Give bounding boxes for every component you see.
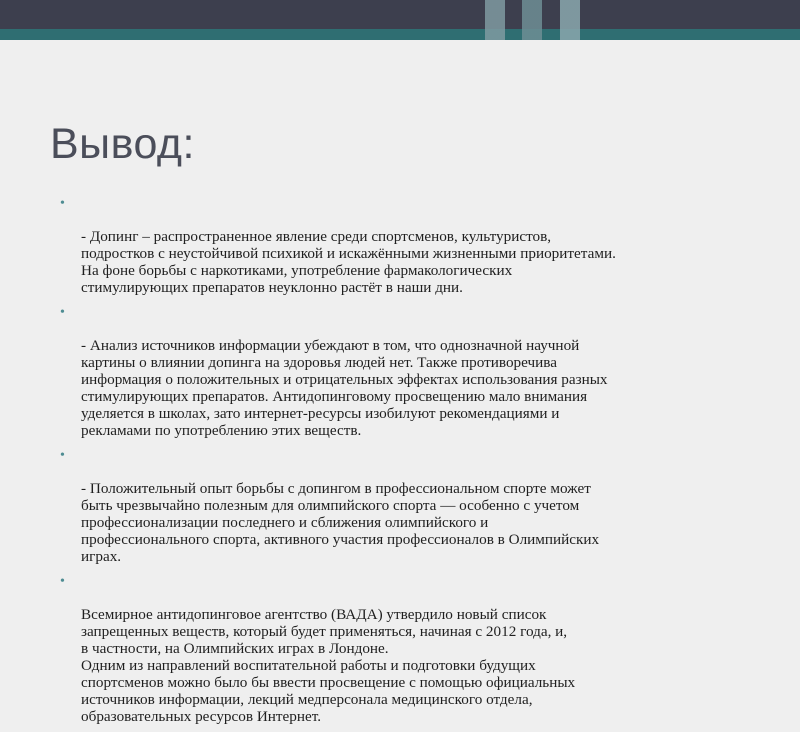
bullet-text: - Допинг – распространенное явление среди спортсменов, культуристов, подростков с неустойчивой психикой и искажёнными жизненными приоритетами. На фоне борьбы с наркотиками, употребление фармакологических стимулирующих препаратов неуклонно растёт в наши дни. <box>81 228 616 296</box>
bullet-text: - Положительный опыт борьбы с допингом в профессиональном спорте может быть чрезвычайно полезным для олимпийского спорта — особенно с учетом профессионализации последнего и сближения олимпийского и профессионального спорта, активного участия профессионалов в Олимпийских играх. <box>81 480 600 565</box>
slide-content <box>58 194 758 732</box>
slide-title: Вывод: <box>50 120 195 168</box>
bullet-icon: • <box>60 196 65 211</box>
bullet-item <box>58 446 758 565</box>
decorative-stripes <box>470 0 800 40</box>
bullet-text: Всемирное антидопинговое агентство (ВАДА) утвердило новый список запрещенных веществ, который будет применяться, начиная с 2012 года, и, в частности, на Олимпийских играх в Лондоне. Одним из направлений воспитательной работы и подготовки будущих спортсменов можно было бы ввести просвещение с помощью официальных источников информации, лекций медперсонала медицинского отдела, образовательных ресурсов Интернет. <box>81 606 576 725</box>
bullet-icon: • <box>60 448 65 463</box>
bullet-item <box>58 194 758 296</box>
bullet-icon: • <box>60 305 65 320</box>
bullet-item <box>58 572 758 725</box>
bullet-icon: • <box>60 574 65 589</box>
bullet-text: - Анализ источников информации убеждают в том, что однозначной научной картины о влиянии допинга на здоровья людей нет. Также противоречива информация о положительных и отрицательных эффектах использования разных стимулирующих препаратов. Антидопинговому просвещению мало внимания уделяется в школах, зато интернет-ресурсы изобилуют рекомендациями и рекламами по употреблению этих веществ. <box>81 337 608 439</box>
bullet-item <box>58 303 758 439</box>
